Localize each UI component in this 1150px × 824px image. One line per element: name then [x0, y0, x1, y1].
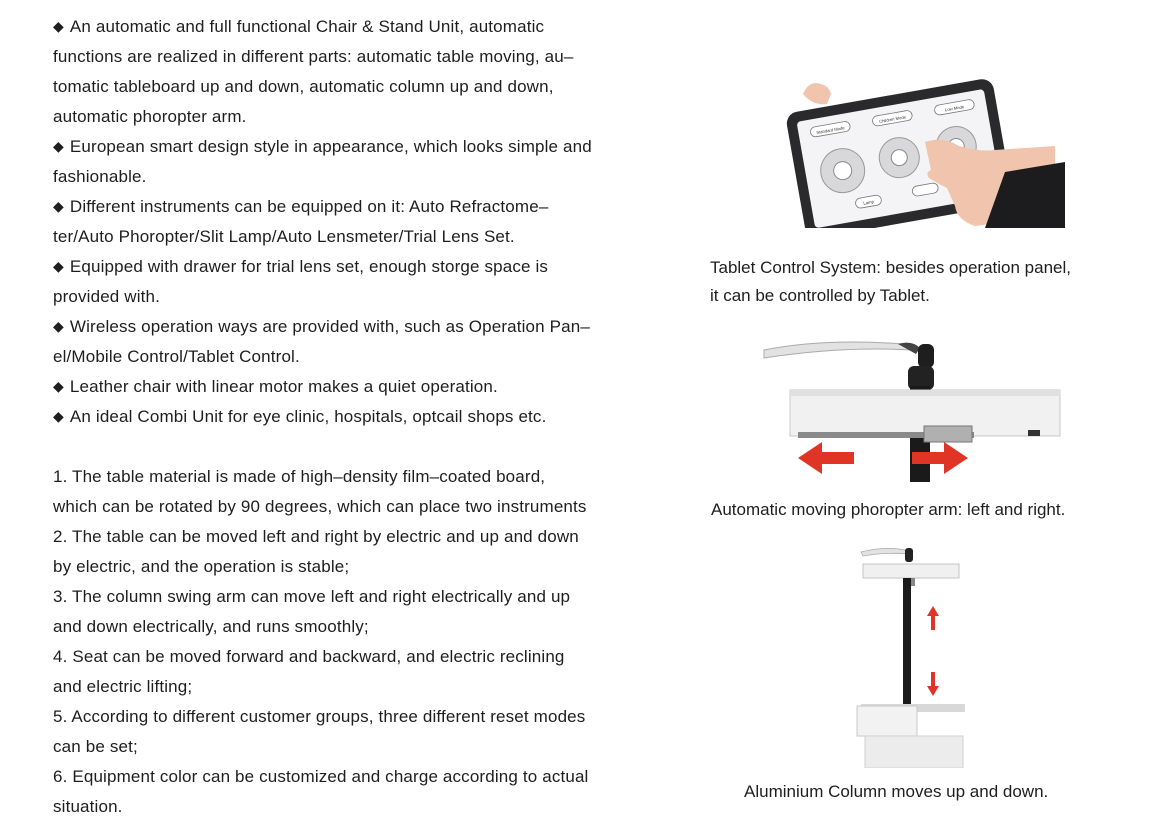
spec-line: by electric, and the operation is stable;	[53, 557, 350, 576]
feature-item	[53, 312, 653, 372]
column-post	[903, 578, 911, 708]
feature-list	[53, 12, 653, 432]
lamp-head	[764, 342, 912, 358]
diamond-bullet-icon: ◆	[53, 198, 64, 214]
feature-item	[53, 402, 653, 432]
feature-item	[53, 192, 653, 252]
spec-item	[53, 462, 653, 522]
spec-item	[53, 522, 653, 582]
tablet-caption	[710, 254, 1071, 310]
feature-line: ◆ Equipped with drawer for trial lens set, enough storge space is	[53, 257, 549, 276]
feature-text-column	[53, 12, 653, 822]
feature-line: ◆ Different instruments can be equipped on it: Auto Refractome–	[53, 197, 549, 216]
column-table	[863, 564, 959, 578]
diamond-bullet-icon: ◆	[53, 378, 64, 394]
feature-item	[53, 252, 653, 312]
diamond-bullet-icon: ◆	[53, 318, 64, 334]
feature-line: ◆ Leather chair with linear motor makes a quiet operation.	[53, 377, 498, 396]
aluminium-column-figure	[855, 544, 967, 768]
low-mode-label: Low Mode	[944, 104, 965, 113]
column-base-drawer	[857, 706, 917, 736]
spec-line: 1. The table material is made of high–density film–coated board,	[53, 467, 546, 486]
section-spacer	[53, 432, 653, 462]
spec-item	[53, 762, 653, 822]
feature-line: functions are realized in different parts: automatic table moving, au–	[53, 47, 574, 66]
feature-line: ter/Auto Phoropter/Slit Lamp/Auto Lensmeter/Trial Lens Set.	[53, 227, 515, 246]
feature-item	[53, 132, 653, 192]
spec-line: 3. The column swing arm can move left and right electrically and up	[53, 587, 571, 606]
feature-item	[53, 372, 653, 402]
tablet-caption-line: it can be controlled by Tablet.	[710, 286, 930, 305]
diamond-bullet-icon: ◆	[53, 138, 64, 154]
feature-line: ◆ An automatic and full functional Chair & Stand Unit, automatic	[53, 17, 545, 36]
lamp-label: Lamp	[862, 199, 875, 206]
feature-line: fashionable.	[53, 167, 147, 186]
arrow-left-icon	[798, 442, 854, 474]
tablet-caption-line: Tablet Control System: besides operation panel,	[710, 258, 1071, 277]
spec-line: which can be rotated by 90 degrees, which can place two instruments	[53, 497, 587, 516]
feature-line: tomatic tableboard up and down, automatic column up and down,	[53, 77, 554, 96]
diamond-bullet-icon: ◆	[53, 18, 64, 34]
column-caption: Aluminium Column moves up and down.	[744, 782, 1049, 801]
spec-line: and electric lifting;	[53, 677, 193, 696]
spec-item	[53, 582, 653, 642]
feature-line: ◆ Wireless operation ways are provided with, such as Operation Pan–	[53, 317, 590, 336]
column-base-cabinet	[865, 736, 963, 768]
spec-line: situation.	[53, 797, 123, 816]
arm-caption: Automatic moving phoropter arm: left and right.	[711, 500, 1066, 519]
spec-item	[53, 702, 653, 762]
children-mode-label: Children Mode	[878, 114, 907, 125]
phoropter-arm-figure	[758, 330, 1068, 482]
spec-line: 6. Equipment color can be customized and charge according to actual	[53, 767, 589, 786]
spec-line: and down electrically, and runs smoothly;	[53, 617, 369, 636]
feature-line: provided with.	[53, 287, 160, 306]
standard-mode-label: Standard Mode	[815, 125, 846, 136]
diamond-bullet-icon: ◆	[53, 258, 64, 274]
feature-line: automatic phoropter arm.	[53, 107, 247, 126]
feature-line: ◆ European smart design style in appearance, which looks simple and	[53, 137, 592, 156]
column-lamp	[861, 548, 911, 556]
arm-joint	[918, 344, 934, 368]
arrow-up-icon	[927, 606, 939, 630]
arrow-down-icon	[927, 672, 939, 696]
feature-line: ◆ An ideal Combi Unit for eye clinic, hospitals, optcail shops etc.	[53, 407, 547, 426]
left-hand	[803, 83, 831, 104]
spec-line: 5. According to different customer groups, three different reset modes	[53, 707, 586, 726]
spec-list	[53, 462, 653, 822]
spec-item	[53, 642, 653, 702]
rail-carriage	[924, 426, 972, 442]
spec-line: 2. The table can be moved left and right by electric and up and down	[53, 527, 579, 546]
feature-item	[53, 12, 653, 132]
diamond-bullet-icon: ◆	[53, 408, 64, 424]
feature-line: el/Mobile Control/Tablet Control.	[53, 347, 300, 366]
spec-line: can be set;	[53, 737, 138, 756]
spec-line: 4. Seat can be moved forward and backward, and electric reclining	[53, 647, 565, 666]
tablet-control-figure	[775, 68, 1065, 228]
